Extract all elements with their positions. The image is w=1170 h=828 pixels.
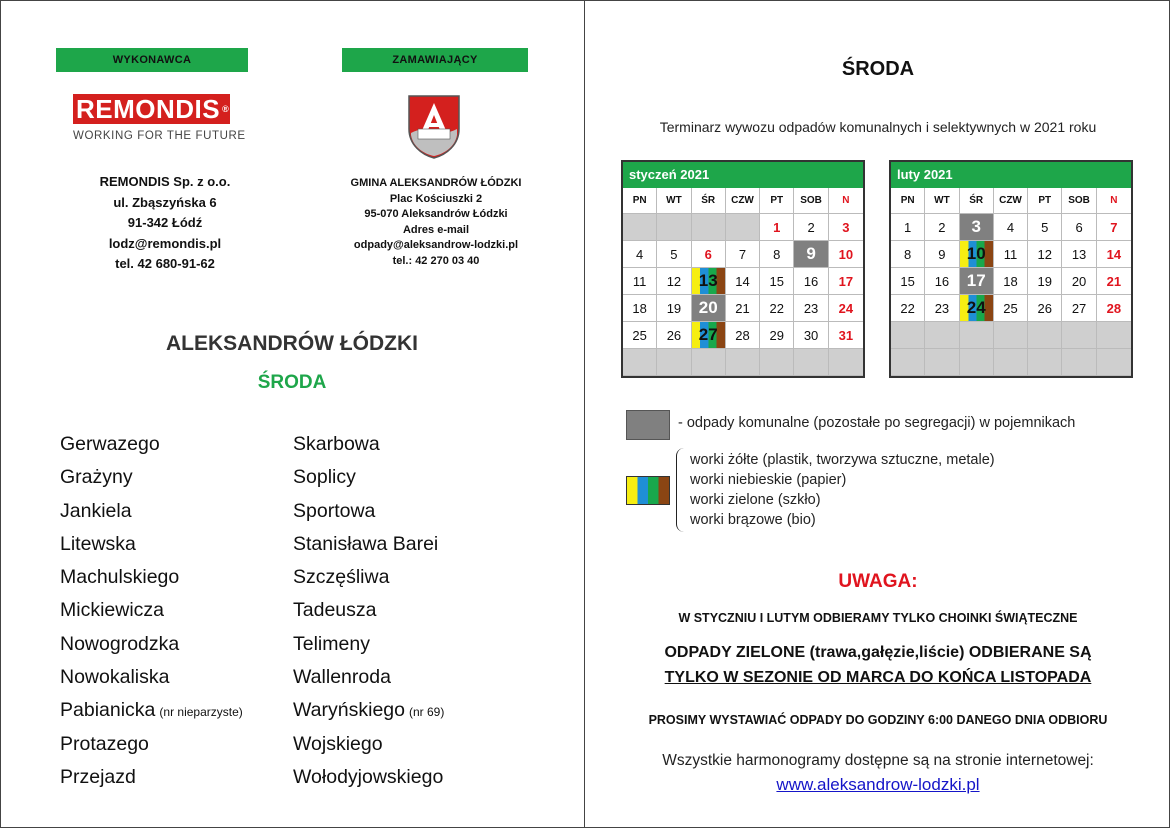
- contractor-name: REMONDIS Sp. z o.o.: [99, 174, 231, 189]
- weekday-header: ŚR: [960, 188, 994, 214]
- weekday-header: WT: [657, 188, 691, 214]
- street-name: Wojskiego: [293, 732, 383, 755]
- calendar-day: 11: [994, 241, 1028, 268]
- contractor-postal: 91-342 Łódź: [127, 215, 203, 230]
- street-name: Pabianicka: [60, 699, 156, 722]
- calendar-day: 22: [760, 295, 794, 322]
- client-postal: 95-070 Aleksandrów Łódzki: [364, 208, 508, 220]
- street-item: [293, 465, 444, 498]
- street-name: Jankiela: [60, 499, 132, 522]
- bag-legend-green: worki zielone (szkło): [690, 492, 821, 508]
- calendar-day: 13: [692, 268, 726, 295]
- calendar-day: 18: [623, 295, 657, 322]
- street-name: Gerwazego: [60, 433, 160, 455]
- calendar-day: 7: [1097, 214, 1131, 241]
- street-item: [60, 698, 243, 731]
- calendar-empty-cell: [829, 349, 863, 376]
- client-email: odpady@aleksandrow-lodzki.pl: [353, 239, 519, 251]
- calendar-day: 26: [1028, 295, 1062, 322]
- street-item: [60, 565, 243, 598]
- street-name: Szczęśliwa: [293, 566, 390, 589]
- calendar-day: 12: [1028, 241, 1062, 268]
- mixed-waste-swatch: [626, 410, 670, 440]
- calendar-empty-cell: [891, 349, 925, 376]
- street-name: Nowokaliska: [60, 666, 170, 689]
- notice-time: PROSIMY WYSTAWIAĆ ODPADY DO GODZINY 6:00 DANEGO DNIA ODBIORU: [648, 713, 1108, 727]
- calendar-month-title: styczeń 2021: [623, 162, 863, 188]
- bag-legend-brown: worki brązowe (bio): [690, 512, 816, 528]
- page-divider: [584, 0, 585, 828]
- calendar-empty-cell: [994, 322, 1028, 349]
- street-name: Soplicy: [293, 466, 356, 489]
- calendar-day: 24: [829, 295, 863, 322]
- calendar-day: 9: [925, 241, 959, 268]
- calendar-february: [889, 160, 1133, 378]
- contractor-label: WYKONAWCA: [56, 48, 248, 72]
- client-name: GMINA ALEKSANDRÓW ŁÓDZKI: [350, 177, 522, 189]
- contractor-contact: [40, 172, 290, 275]
- calendar-empty-cell: [657, 349, 691, 376]
- street-item: [60, 598, 243, 631]
- street-item: [60, 665, 243, 698]
- remondis-reg-mark: ®: [222, 104, 230, 114]
- calendar-empty-cell: [1028, 349, 1062, 376]
- calendar-day: 1: [891, 214, 925, 241]
- contractor-street: ul. Zbąszyńska 6: [113, 194, 217, 210]
- calendar-day: 3: [829, 214, 863, 241]
- street-item: [60, 465, 243, 498]
- street-item: [60, 765, 243, 798]
- calendar-day: 4: [623, 241, 657, 268]
- calendar-day: 29: [760, 322, 794, 349]
- weekday-header: SOB: [1062, 188, 1096, 214]
- street-name: Nowogrodzka: [60, 632, 180, 655]
- calendar-day: 15: [891, 268, 925, 295]
- street-item: [293, 499, 444, 532]
- calendar-empty-cell: [692, 349, 726, 376]
- street-name: Grażyny: [60, 466, 133, 489]
- notice-green-waste-line2: TYLKO W SEZONIE OD MARCA DO KOŃCA LISTOPADA: [664, 669, 1092, 686]
- calendar-empty-cell: [960, 322, 994, 349]
- street-item: [60, 432, 243, 465]
- street-item: [293, 598, 444, 631]
- weekday-header: SOB: [794, 188, 828, 214]
- street-item: [293, 565, 444, 598]
- weekday-header: PT: [1028, 188, 1062, 214]
- collection-day-title: ŚRODA: [257, 372, 327, 393]
- weekday-header: WT: [925, 188, 959, 214]
- notice-green-waste-line1: ODPADY ZIELONE (trawa,gałęzie,liście) ODBIERANE SĄ: [664, 644, 1092, 661]
- client-label: ZAMAWIAJĄCY: [342, 48, 528, 72]
- client-contact: [310, 176, 562, 269]
- street-item: [60, 632, 243, 665]
- notice-christmas-trees: W STYCZNIU I LUTYM ODBIERAMY TYLKO CHOINKI ŚWIĄTECZNE: [678, 611, 1078, 625]
- calendar-day: 19: [657, 295, 691, 322]
- weekday-header: PN: [891, 188, 925, 214]
- calendar-day: 30: [794, 322, 828, 349]
- calendar-day: 23: [794, 295, 828, 322]
- calendar-day: 1: [760, 214, 794, 241]
- street-item: [293, 665, 444, 698]
- street-note: (nr 69): [408, 705, 445, 720]
- calendar-day: 17: [960, 268, 994, 295]
- calendar-day: 5: [1028, 214, 1062, 241]
- notice-website-text: Wszystkie harmonogramy dostępne są na stronie internetowej:: [662, 752, 1094, 769]
- street-name: Telimeny: [293, 632, 370, 655]
- contractor-email: lodz@remondis.pl: [108, 235, 222, 251]
- calendar-day: 25: [994, 295, 1028, 322]
- calendar-day: 21: [726, 295, 760, 322]
- street-item: [60, 532, 243, 565]
- street-item: [293, 532, 444, 565]
- notice-green-waste: [586, 640, 1170, 690]
- bags-swatch: [626, 476, 670, 505]
- calendar-empty-cell: [692, 214, 726, 241]
- calendar-day: 27: [692, 322, 726, 349]
- weekday-header: PN: [623, 188, 657, 214]
- street-name: Sportowa: [293, 499, 376, 522]
- calendar-day: 24: [960, 295, 994, 322]
- client-email-label: Adres e-mail: [402, 223, 470, 236]
- calendar-empty-cell: [726, 349, 760, 376]
- calendar-day: 9: [794, 241, 828, 268]
- weekday-header: CZW: [726, 188, 760, 214]
- street-name: Tadeusza: [293, 599, 377, 622]
- calendar-empty-cell: [657, 214, 691, 241]
- remondis-logo-text: REMONDIS: [76, 93, 221, 124]
- calendar-empty-cell: [1028, 322, 1062, 349]
- calendar-day: 20: [692, 295, 726, 322]
- bag-legend-yellow: worki żółte (plastik, tworzywa sztuczne, metale): [690, 452, 995, 468]
- calendar-day: 22: [891, 295, 925, 322]
- street-name: Mickiewicza: [60, 599, 165, 622]
- calendar-day: 6: [692, 241, 726, 268]
- calendar-empty-cell: [726, 214, 760, 241]
- weekday-header: ŚR: [692, 188, 726, 214]
- calendar-day: 7: [726, 241, 760, 268]
- bag-legend-list: [690, 450, 995, 530]
- city-title: ALEKSANDRÓW ŁÓDZKI: [166, 332, 418, 355]
- calendar-day: 31: [829, 322, 863, 349]
- weekday-header: N: [1097, 188, 1131, 214]
- calendar-day: 14: [726, 268, 760, 295]
- mixed-waste-legend: - odpady komunalne (pozostałe po segregacji) w pojemnikach: [678, 415, 1076, 431]
- client-phone: tel.: 42 270 03 40: [392, 254, 480, 267]
- street-name: Stanisława Barei: [293, 532, 439, 555]
- calendar-january: [621, 160, 865, 378]
- calendar-empty-cell: [760, 349, 794, 376]
- calendar-day: 19: [1028, 268, 1062, 295]
- calendar-empty-cell: [1062, 349, 1096, 376]
- calendar-day: 16: [925, 268, 959, 295]
- calendar-day: 25: [623, 322, 657, 349]
- calendar-day: 11: [623, 268, 657, 295]
- bag-legend-blue: worki niebieskie (papier): [690, 472, 847, 488]
- calendar-day: 10: [829, 241, 863, 268]
- calendar-month-title: luty 2021: [891, 162, 1131, 188]
- street-name: Litewska: [60, 532, 136, 555]
- calendar-empty-cell: [623, 349, 657, 376]
- calendar-day: 13: [1062, 241, 1096, 268]
- street-name: Wołodyjowskiego: [293, 765, 444, 788]
- calendar-day: 5: [657, 241, 691, 268]
- legend-brace: [676, 448, 685, 532]
- calendar-empty-cell: [994, 349, 1028, 376]
- calendar-empty-cell: [1062, 322, 1096, 349]
- street-list-right: [293, 432, 444, 798]
- calendar-day: 28: [726, 322, 760, 349]
- calendar-day: 2: [925, 214, 959, 241]
- calendar-day: 8: [760, 241, 794, 268]
- calendar-day: 26: [657, 322, 691, 349]
- street-item: [293, 765, 444, 798]
- calendar-day: 2: [794, 214, 828, 241]
- calendar-day: 15: [760, 268, 794, 295]
- street-list-left: [60, 432, 243, 798]
- calendar-empty-cell: [623, 214, 657, 241]
- website-link[interactable]: www.aleksandrow-lodzki.pl: [776, 775, 980, 794]
- calendar-day: 20: [1062, 268, 1096, 295]
- street-item: [293, 632, 444, 665]
- remondis-slogan: WORKING FOR THE FUTURE: [73, 130, 246, 142]
- calendar-day: 16: [794, 268, 828, 295]
- calendar-grid: [891, 188, 1131, 376]
- schedule-subtitle: Terminarz wywozu odpadów komunalnych i selektywnych w 2021 roku: [659, 119, 1097, 135]
- calendar-empty-cell: [925, 322, 959, 349]
- municipal-crest-icon: [406, 93, 462, 159]
- street-name: Wallenroda: [293, 666, 391, 689]
- calendar-empty-cell: [794, 349, 828, 376]
- calendar-empty-cell: [1097, 349, 1131, 376]
- street-item: [293, 732, 444, 765]
- remondis-logo-box: [73, 94, 230, 124]
- calendar-day: 17: [829, 268, 863, 295]
- calendar-grid: [623, 188, 863, 376]
- calendar-day: 12: [657, 268, 691, 295]
- street-note: (nr nieparzyste): [159, 705, 243, 720]
- notice-title: UWAGA:: [838, 571, 918, 592]
- calendar-day: 28: [1097, 295, 1131, 322]
- calendar-empty-cell: [960, 349, 994, 376]
- street-name: Protazego: [60, 732, 149, 755]
- weekday-header: PT: [760, 188, 794, 214]
- calendar-day: 3: [960, 214, 994, 241]
- street-item: [293, 432, 444, 465]
- remondis-logo: [73, 93, 246, 146]
- street-item: [293, 698, 444, 731]
- calendar-day: 14: [1097, 241, 1131, 268]
- weekday-header: CZW: [994, 188, 1028, 214]
- street-name: Przejazd: [60, 765, 136, 788]
- calendar-day: 6: [1062, 214, 1096, 241]
- calendar-empty-cell: [925, 349, 959, 376]
- calendar-day: 8: [891, 241, 925, 268]
- calendar-day: 10: [960, 241, 994, 268]
- calendar-day: 4: [994, 214, 1028, 241]
- street-item: [60, 499, 243, 532]
- weekday-header: N: [829, 188, 863, 214]
- calendar-day: 18: [994, 268, 1028, 295]
- street-name: Waryńskiego: [293, 699, 405, 722]
- calendar-empty-cell: [891, 322, 925, 349]
- street-name: Skarbowa: [293, 433, 380, 455]
- schedule-day-title: ŚRODA: [841, 58, 915, 80]
- client-street: Plac Kościuszki 2: [389, 192, 483, 205]
- calendar-empty-cell: [1097, 322, 1131, 349]
- street-name: Machulskiego: [60, 566, 180, 589]
- calendar-day: 27: [1062, 295, 1096, 322]
- street-item: [60, 732, 243, 765]
- contractor-phone: tel. 42 680-91-62: [115, 256, 215, 271]
- calendar-day: 21: [1097, 268, 1131, 295]
- calendar-day: 23: [925, 295, 959, 322]
